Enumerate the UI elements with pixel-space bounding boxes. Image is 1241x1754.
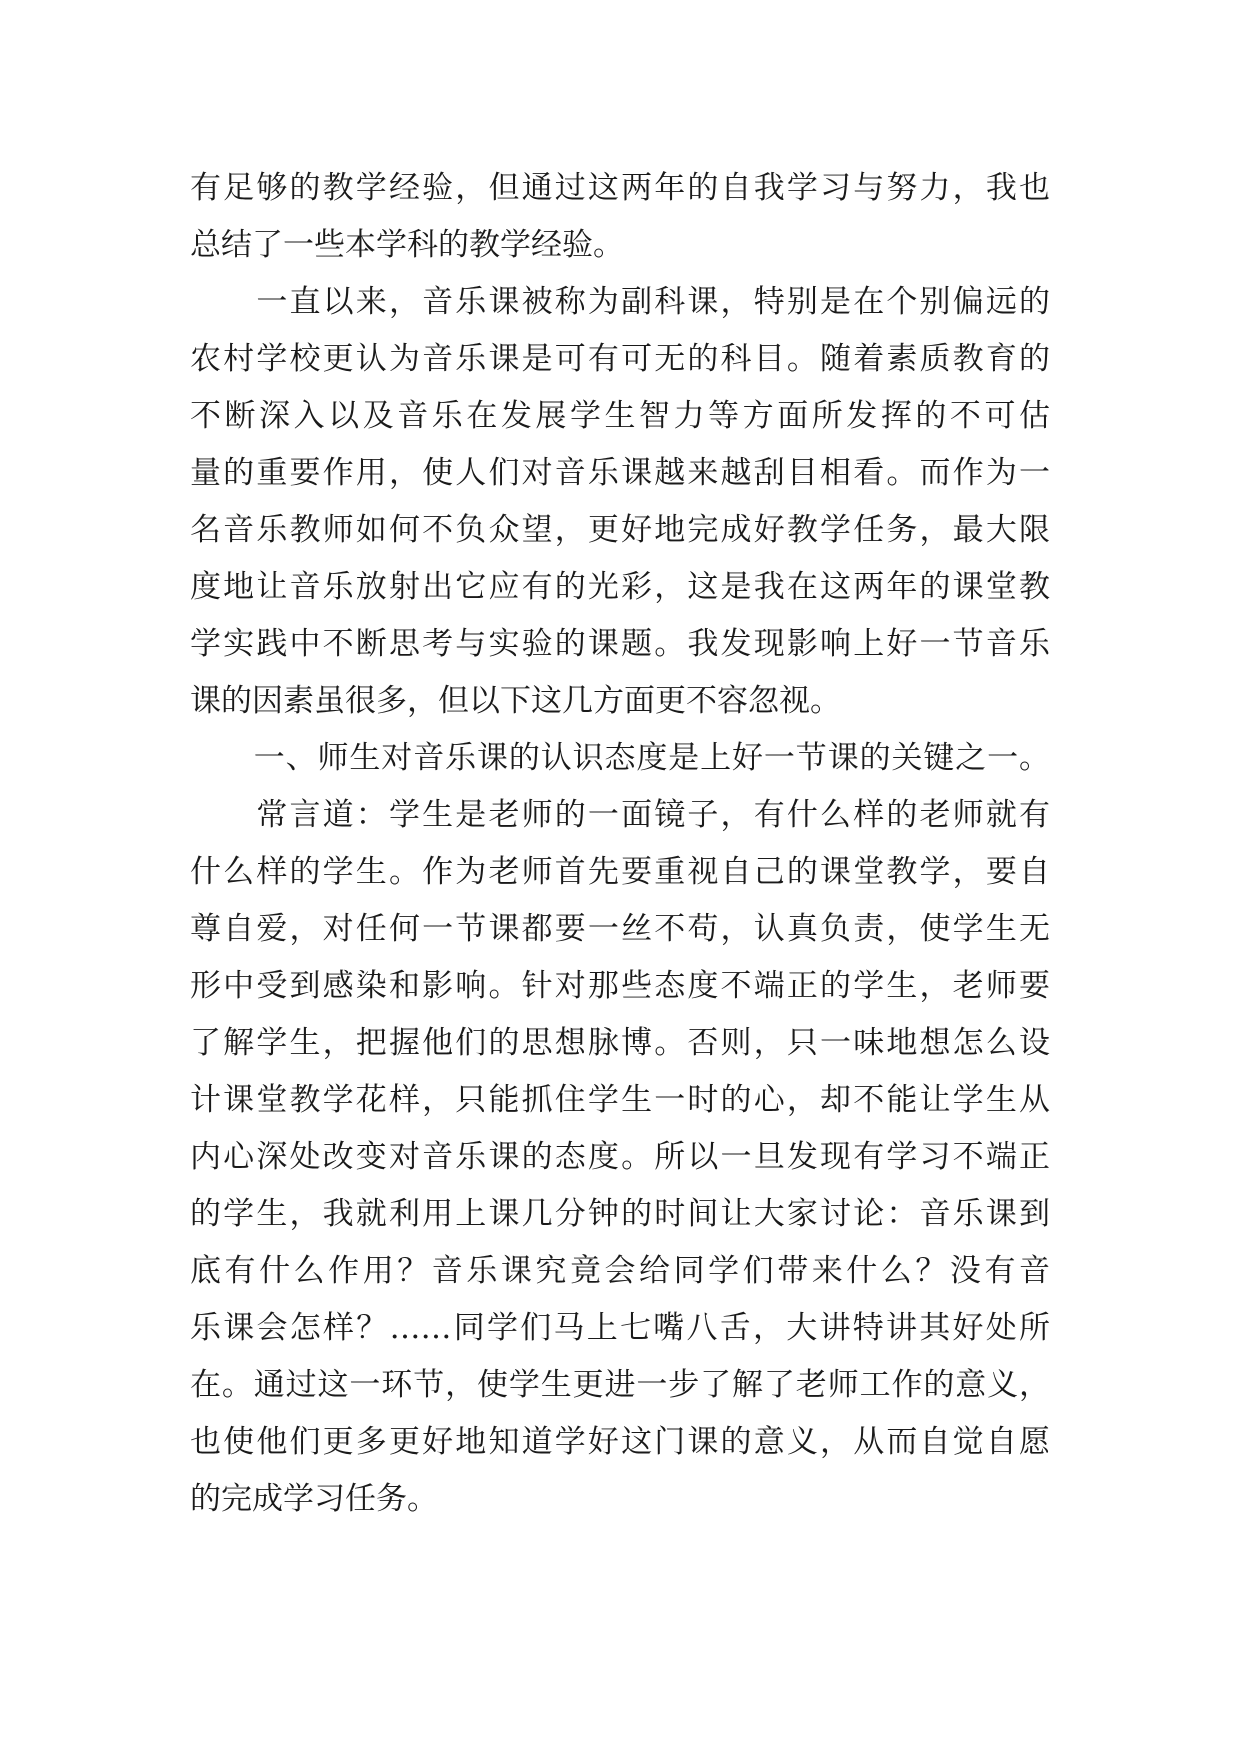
text-line: 量的重要作用，使人们对音乐课越来越刮目相看。而作为一 (190, 455, 1050, 491)
text-line: 底有什么作用？音乐课究竟会给同学们带来什么？没有音 (190, 1253, 1050, 1289)
text-line: 乐课会怎样？……同学们马上七嘴八舌，大讲特讲其好处所 (190, 1310, 1050, 1346)
text-line: 内心深处改变对音乐课的态度。所以一旦发现有学习不端正 (190, 1139, 1050, 1175)
body-text (190, 160, 1050, 1528)
text-line: 了解学生，把握他们的思想脉博。否则，只一味地想怎么设 (190, 1025, 1050, 1061)
text-line: 一直以来，音乐课被称为副科课，特别是在个别偏远的 (190, 284, 1050, 320)
text-line: 有足够的教学经验，但通过这两年的自我学习与努力，我也 (190, 170, 1050, 206)
section-heading: 一、师生对音乐课的认识态度是上好一节课的关键之一。 (190, 740, 1050, 776)
text-line: 度地让音乐放射出它应有的光彩，这是我在这两年的课堂教 (190, 569, 1050, 605)
text-line: 课的因素虽很多，但以下这几方面更不容忽视。 (190, 683, 841, 719)
text-line: 也使他们更多更好地知道学好这门课的意义，从而自觉自愿 (190, 1424, 1050, 1460)
text-line: 农村学校更认为音乐课是可有可无的科目。随着素质教育的 (190, 341, 1050, 377)
text-line: 什么样的学生。作为老师首先要重视自己的课堂教学，要自 (190, 854, 1050, 890)
text-line: 在。通过这一环节，使学生更进一步了解了老师工作的意义， (190, 1367, 1050, 1403)
text-line: 常言道：学生是老师的一面镜子，有什么样的老师就有 (190, 797, 1050, 833)
text-line: 不断深入以及音乐在发展学生智力等方面所发挥的不可估 (190, 398, 1050, 434)
text-line: 尊自爱，对任何一节课都要一丝不苟，认真负责，使学生无 (190, 911, 1050, 947)
text-line: 形中受到感染和影响。针对那些态度不端正的学生，老师要 (190, 968, 1050, 1004)
text-line: 计课堂教学花样，只能抓住学生一时的心，却不能让学生从 (190, 1082, 1050, 1118)
text-line: 学实践中不断思考与实验的课题。我发现影响上好一节音乐 (190, 626, 1050, 662)
text-line: 总结了一些本学科的教学经验。 (190, 227, 624, 263)
text-line: 的完成学习任务。 (190, 1481, 438, 1517)
text-line: 名音乐教师如何不负众望，更好地完成好教学任务，最大限 (190, 512, 1050, 548)
text-line: 的学生，我就利用上课几分钟的时间让大家讨论：音乐课到 (190, 1196, 1050, 1232)
